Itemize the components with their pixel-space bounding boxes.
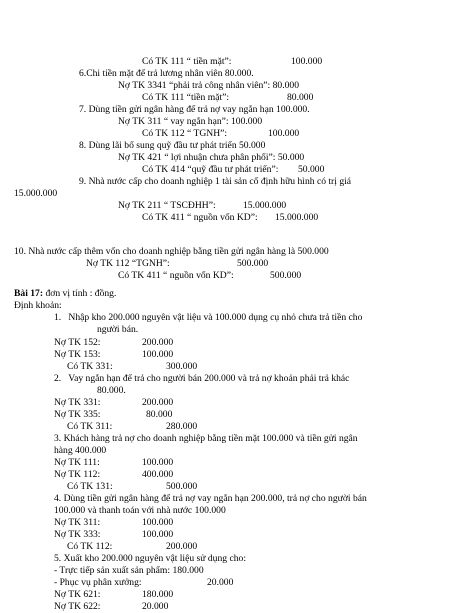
text-line bbox=[79, 104, 310, 116]
line-text: 15.000.000 bbox=[14, 188, 58, 199]
text-line bbox=[54, 589, 100, 601]
text-line bbox=[54, 337, 100, 349]
amount-value: 15.000.000 bbox=[243, 200, 287, 211]
amount-value: 100.000 bbox=[142, 517, 174, 528]
line-text: 80.000. bbox=[97, 385, 126, 396]
line-text: Nợ TK 152: bbox=[54, 337, 101, 348]
line-text: Có TK 111 “tiền mặt”: bbox=[142, 92, 230, 103]
line-text: 7. Dùng tiền gửi ngân hàng để trả nợ vay ngắn hạn 100.000. bbox=[79, 104, 310, 115]
text-line bbox=[54, 517, 100, 529]
line-text: đơn vị tính : đồng. bbox=[45, 288, 117, 299]
amount-value: 100.000 bbox=[142, 529, 174, 540]
text-line bbox=[14, 300, 62, 312]
text-line bbox=[54, 457, 100, 469]
amount-value: 200.000 bbox=[142, 397, 174, 408]
line-text: 2. Vay ngắn hạn để trả cho người bán 200.000 và trả nợ khoản phải trả khác bbox=[54, 373, 350, 384]
line-text: Có TK 331: bbox=[67, 361, 113, 372]
text-line bbox=[54, 409, 100, 421]
amount-value: 100.000 bbox=[268, 128, 300, 139]
line-text: 9. Nhà nước cấp cho doanh nghiệp 1 tài sản cố định hữu hình có trị giá bbox=[79, 176, 352, 187]
line-text: Có TK 411 “ nguồn vốn KD”: bbox=[118, 270, 234, 281]
line-text: 10. Nhà nước cấp thêm vốn cho doanh nghiệp bằng tiền gửi ngân hàng là 500.000 bbox=[14, 246, 329, 257]
amount-value: 500.000 bbox=[237, 258, 269, 269]
line-text: Có TK 411 “ nguồn vốn KD”: bbox=[142, 212, 258, 223]
text-line bbox=[54, 565, 204, 577]
amount-value: 100.000 bbox=[142, 457, 174, 468]
text-line bbox=[54, 397, 100, 409]
line-text: Nợ TK 621: bbox=[54, 589, 101, 600]
text-line bbox=[67, 421, 112, 433]
line-text: Nợ TK 622: bbox=[54, 601, 101, 612]
line-text: - Trực tiếp sản xuất sản phẩm: 180.000 bbox=[54, 565, 204, 576]
text-line bbox=[142, 128, 227, 140]
amount-value: 100.000 bbox=[291, 56, 323, 67]
text-line bbox=[54, 505, 226, 517]
amount-value: 500.000 bbox=[270, 270, 302, 281]
line-text: 3. Khách hàng trả nợ cho doanh nghiệp bằng tiền mặt 100.000 và tiền gửi ngân bbox=[54, 433, 358, 444]
text-line bbox=[118, 152, 304, 164]
line-text: 5. Xuất kho 200.000 nguyên vật liệu sử dụng cho: bbox=[54, 553, 246, 564]
text-line bbox=[54, 493, 367, 505]
amount-value: 80.000 bbox=[287, 92, 314, 103]
line-text: Nợ TK 211 “ TSCĐHH”: bbox=[118, 200, 216, 211]
text-line bbox=[14, 188, 57, 200]
text-line bbox=[142, 92, 229, 104]
line-text: Nợ TK 335: bbox=[54, 409, 101, 420]
line-text: Nợ TK 421 “ lợi nhuận chưa phân phối”: 50.000 bbox=[118, 152, 305, 163]
text-line bbox=[54, 553, 246, 565]
amount-value: 200.000 bbox=[142, 337, 174, 348]
text-line bbox=[67, 361, 113, 373]
amount-value: 20.000 bbox=[207, 577, 234, 588]
text-line bbox=[142, 212, 258, 224]
text-line bbox=[142, 164, 278, 176]
line-text: Nợ TK 3341 “phải trả công nhân viên”: 80.000 bbox=[118, 80, 300, 91]
amount-value: 15.000.000 bbox=[275, 212, 319, 223]
text-line bbox=[86, 258, 170, 270]
text-line bbox=[79, 68, 254, 80]
text-line bbox=[54, 601, 100, 613]
text-line bbox=[54, 373, 349, 385]
amount-value: 280.000 bbox=[166, 421, 198, 432]
line-text: Có TK 112 “ TGNH”: bbox=[142, 128, 228, 139]
text-line bbox=[67, 541, 112, 553]
line-text: 100.000 và thanh toán với nhà nước 100.000 bbox=[54, 505, 226, 516]
line-text: 6.Chi tiền mặt để trả lương nhân viên 80.000. bbox=[79, 68, 254, 79]
line-text: Có TK 414 “quỹ đầu tư phát triển”: bbox=[142, 164, 279, 175]
line-text: Nợ TK 331: bbox=[54, 397, 101, 408]
text-line bbox=[54, 349, 100, 361]
line-text: người bán. bbox=[97, 324, 139, 335]
text-line bbox=[54, 433, 358, 445]
text-line bbox=[79, 176, 351, 188]
line-text: hàng 400.000 bbox=[54, 445, 107, 456]
line-text: Nợ TK 111: bbox=[54, 457, 100, 468]
line-text: - Phục vụ phân xưởng: bbox=[54, 577, 142, 588]
text-line bbox=[97, 385, 126, 397]
text-line bbox=[142, 56, 231, 68]
line-text: 8. Dùng lãi bổ sung quỹ đầu tư phát triển 50.000 bbox=[79, 140, 266, 151]
exercise-heading: Bài 17: bbox=[14, 288, 46, 299]
text-line bbox=[97, 324, 138, 336]
line-text: Nợ TK 333: bbox=[54, 529, 101, 540]
line-text: Có TK 112: bbox=[67, 541, 113, 552]
line-text: Định khoản: bbox=[14, 300, 62, 311]
line-text: Nợ TK 311 “ vay ngắn hạn”: 100.000 bbox=[118, 116, 263, 127]
amount-value: 180.000 bbox=[142, 589, 174, 600]
line-text: 1. Nhập kho 200.000 nguyên vật liệu và 100.000 dụng cụ nhỏ chưa trả tiền cho bbox=[54, 312, 363, 323]
amount-value: 200.000 bbox=[166, 541, 198, 552]
text-line bbox=[118, 116, 262, 128]
amount-value: 300.000 bbox=[166, 361, 198, 372]
line-text: 4. Dùng tiền gửi ngân hàng để trả nợ vay ngắn hạn 200.000, trả nợ cho người bán bbox=[54, 493, 367, 504]
text-line bbox=[54, 577, 142, 589]
line-text: Nợ TK 311: bbox=[54, 517, 101, 528]
amount-value: 50.000 bbox=[298, 164, 325, 175]
line-text: Nợ TK 112: bbox=[54, 469, 101, 480]
text-line bbox=[118, 200, 216, 212]
text-line bbox=[14, 288, 116, 300]
amount-value: 100.000 bbox=[142, 349, 174, 360]
amount-value: 400.000 bbox=[142, 469, 174, 480]
text-line bbox=[118, 80, 299, 92]
line-text: Có TK 131: bbox=[67, 481, 113, 492]
amount-value: 80.000 bbox=[146, 409, 173, 420]
text-line bbox=[67, 481, 113, 493]
amount-value: 20.000 bbox=[142, 601, 169, 612]
amount-value: 500.000 bbox=[166, 481, 198, 492]
text-line bbox=[54, 529, 100, 541]
text-line bbox=[14, 246, 329, 258]
text-line bbox=[118, 270, 234, 282]
text-line bbox=[79, 140, 265, 152]
text-line bbox=[54, 469, 100, 481]
line-text: Có TK 311: bbox=[67, 421, 113, 432]
line-text: Nợ TK 153: bbox=[54, 349, 101, 360]
text-line bbox=[54, 445, 106, 457]
line-text: Nợ TK 112 “TGNH”: bbox=[86, 258, 170, 269]
text-line bbox=[54, 312, 362, 324]
line-text: Có TK 111 “ tiền mặt”: bbox=[142, 56, 232, 67]
